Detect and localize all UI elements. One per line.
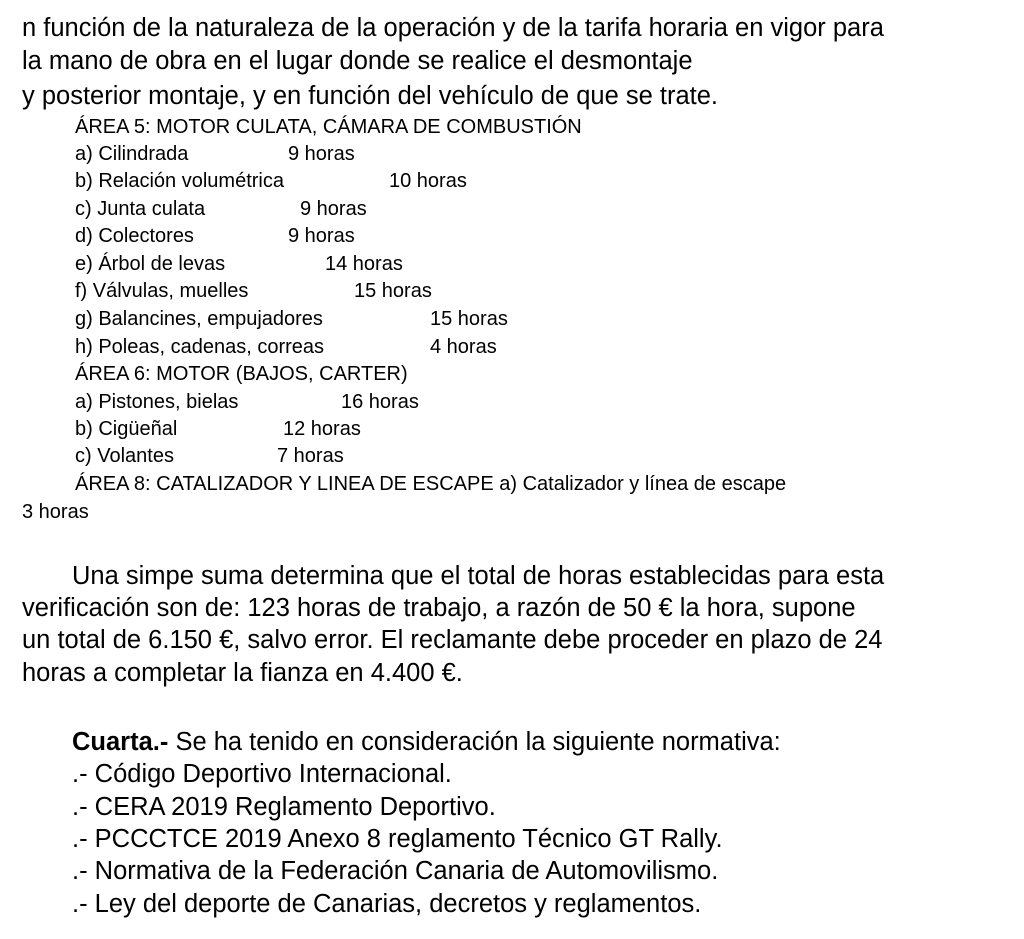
area6-item-hours: 7 horas (277, 445, 344, 467)
intro-line-3: y posterior montaje, y en función del vehículo de que se trate. (22, 82, 718, 110)
cuarta-text: Se ha tenido en consideración la siguiente normativa: (168, 728, 781, 756)
area5-item-label: c) Junta culata (75, 198, 206, 220)
area6-title: ÁREA 6: MOTOR (BAJOS, CARTER) (75, 363, 408, 385)
area8-line: ÁREA 8: CATALIZADOR Y LINEA DE ESCAPE a) Catalizador y línea de escape (75, 473, 787, 495)
area6-item-label: c) Volantes (75, 445, 174, 467)
summary-line-4: horas a completar la fianza en 4.400 €. (22, 659, 463, 687)
area5-item-label: h) Poleas, cadenas, correas (75, 336, 325, 358)
area5-item-hours: 10 horas (389, 170, 467, 192)
area6-item-hours: 12 horas (283, 418, 361, 440)
summary-line-2: verificación son de: 123 horas de trabajo, a razón de 50 € la hora, supone (22, 594, 856, 622)
area5-item-label: d) Colectores (75, 225, 194, 247)
intro-line-1: n función de la naturaleza de la operación y de la tarifa horaria en vigor para (22, 14, 884, 42)
area5-item-hours: 9 horas (288, 143, 355, 165)
area6-item-hours: 16 horas (341, 391, 419, 413)
area5-item-label: a) Cilindrada (75, 143, 189, 165)
area8-hours: 3 horas (22, 501, 89, 523)
area5-item-hours: 15 horas (354, 280, 432, 302)
area6-item-label: b) Cigüeñal (75, 418, 178, 440)
area5-item-hours: 9 horas (300, 198, 367, 220)
intro-line-2: la mano de obra en el lugar donde se realice el desmontaje (22, 47, 693, 75)
area5-item-label: f) Válvulas, muelles (75, 280, 249, 302)
area5-item-label: g) Balancines, empujadores (75, 308, 323, 330)
cuarta-heading: Cuarta.- (72, 728, 169, 756)
area5-item-hours: 15 horas (430, 308, 508, 330)
normativa-item: .- Código Deportivo Internacional. (72, 760, 452, 788)
area5-item-hours: 14 horas (325, 253, 403, 275)
cuarta-heading-line (72, 727, 781, 757)
area5-item-label: b) Relación volumétrica (75, 170, 284, 192)
normativa-item: .- CERA 2019 Reglamento Deportivo. (72, 793, 496, 821)
summary-line-1: Una simpe suma determina que el total de horas establecidas para esta (72, 562, 885, 590)
area6-item-label: a) Pistones, bielas (75, 391, 239, 413)
summary-line-3: un total de 6.150 €, salvo error. El reclamante debe proceder en plazo de 24 (22, 626, 883, 654)
area5-item-hours: 9 horas (288, 225, 355, 247)
area5-item-label: e) Árbol de levas (75, 253, 226, 275)
normativa-item: .- PCCCTCE 2019 Anexo 8 reglamento Técnico GT Rally. (72, 825, 723, 853)
normativa-item: .- Ley del deporte de Canarias, decretos y reglamentos. (72, 890, 702, 918)
normativa-item: .- Normativa de la Federación Canaria de Automovilismo. (72, 857, 719, 885)
area5-item-hours: 4 horas (430, 336, 497, 358)
area5-title: ÁREA 5: MOTOR CULATA, CÁMARA DE COMBUSTIÓN (75, 116, 582, 138)
